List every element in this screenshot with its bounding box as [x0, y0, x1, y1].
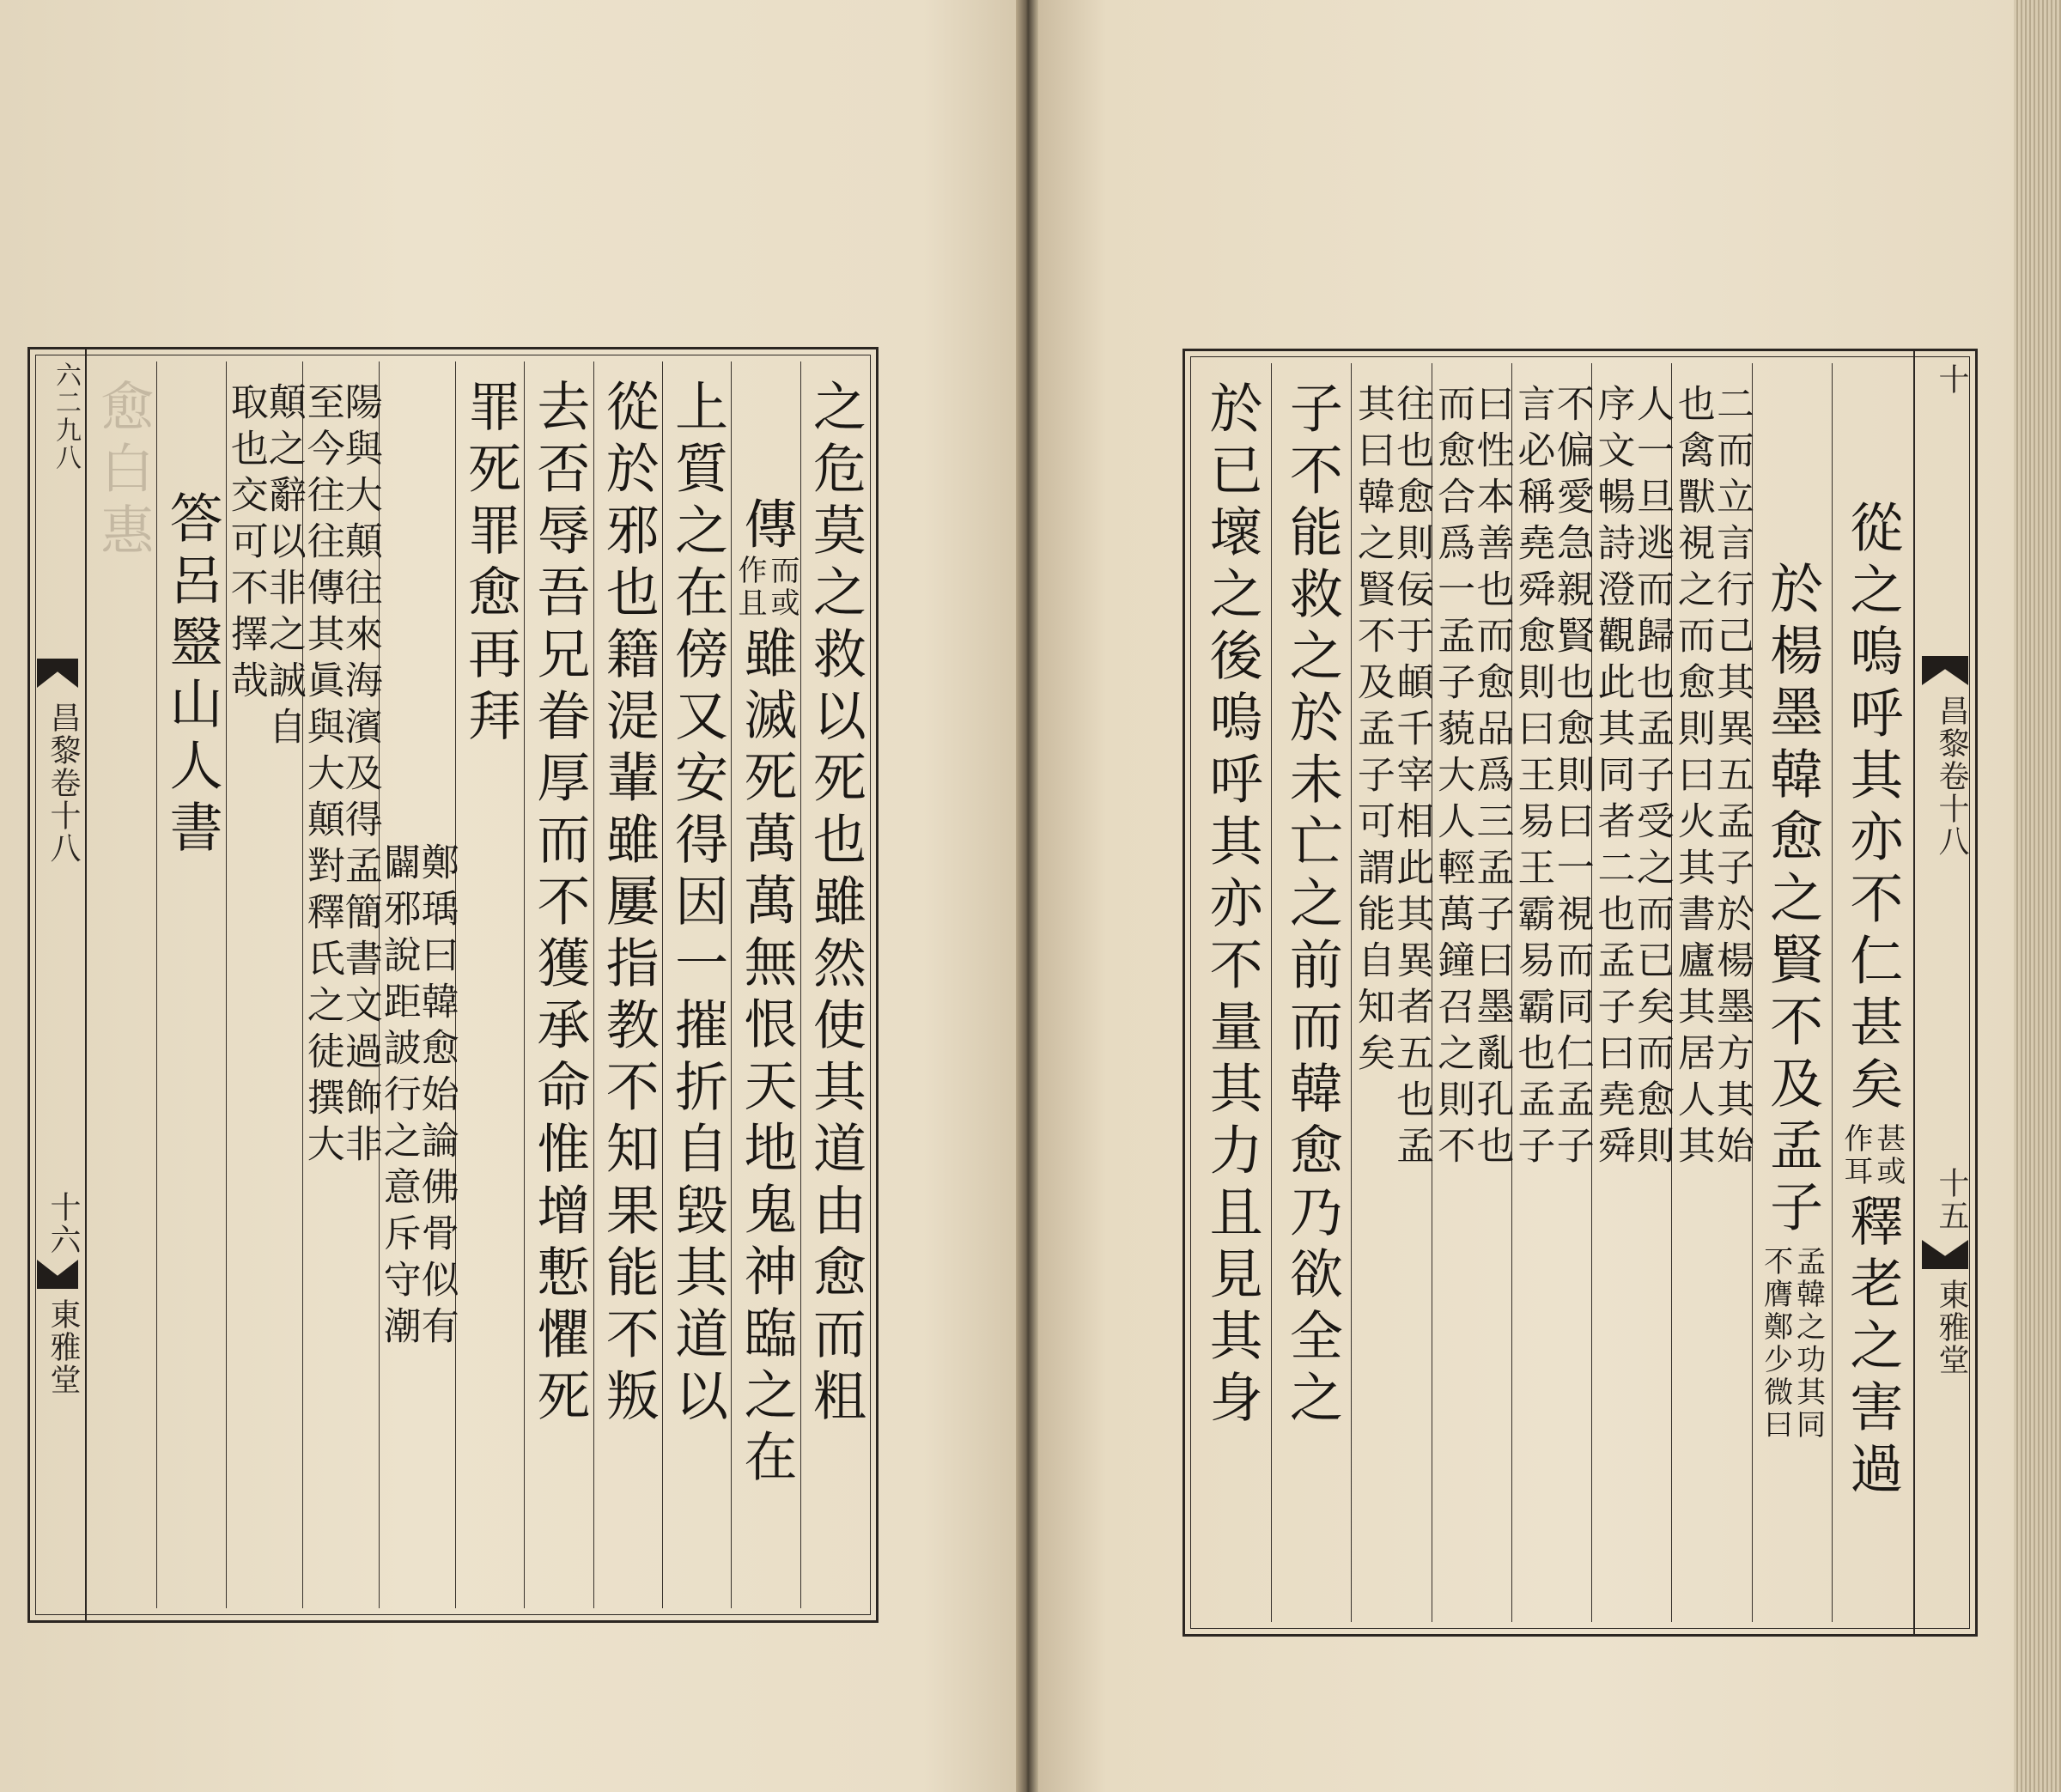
- text-column: [662, 361, 731, 1608]
- letter-title: 答呂毉山人書: [161, 490, 224, 861]
- column-text: 傳: [734, 496, 798, 550]
- annotation-text: 不膺鄭少微曰: [1758, 1246, 1793, 1442]
- annotation-text: 曰性本善也而愈品爲三孟子曰墨亂孔也: [1469, 384, 1514, 1172]
- column-text: 去否辱吾兄眷厚而不獲承命惟增慙懼死: [527, 379, 591, 1430]
- fishtail-mark: [37, 659, 78, 688]
- left-page-number: 六二九八: [51, 361, 81, 471]
- annotation-text: 言必稱堯舜愈則曰王易王霸易霸也孟子: [1511, 384, 1555, 1172]
- text-column: [524, 361, 593, 1608]
- column-text: 釋老之害過: [1840, 1194, 1904, 1503]
- page-edges: [2014, 0, 2061, 1792]
- annotation-text: 其曰韓之賢不及孟子可謂能自知矣: [1350, 384, 1395, 1079]
- text-column: [455, 361, 524, 1608]
- left-publisher: 東雅堂: [46, 1298, 81, 1396]
- annotation-text: 往也愈則佞于頔千宰相此其異者五也孟: [1389, 384, 1434, 1172]
- column-text: 子不能救之於未亡之前而韓愈乃欲全之: [1280, 380, 1344, 1431]
- left-margin-column: [30, 349, 87, 1620]
- right-top-mark: 十: [1934, 363, 1969, 396]
- bleed-through-text: 愈白惠: [91, 379, 155, 564]
- book-gutter: [1016, 0, 1038, 1792]
- annotation-text: 序文暢詩澄觀此其同者二也孟子曰堯舜: [1590, 384, 1635, 1172]
- column-text: 從於邪也籍湜輩雖屢指教不知果能不叛: [597, 379, 660, 1430]
- column-text: 之危莫之救以死也雖然使其道由愈而粗: [804, 379, 867, 1430]
- text-column: [1192, 363, 1271, 1622]
- column-text: 雖滅死萬萬無恨天地鬼神臨之在: [734, 625, 798, 1491]
- fishtail-mark: [1922, 656, 1968, 685]
- right-publisher: 東雅堂: [1934, 1279, 1969, 1376]
- annotation-text: 作耳: [1838, 1123, 1873, 1188]
- left-volume-title: 昌黎卷十八: [46, 702, 81, 865]
- annotation-text: 取也交可不擇哉: [223, 382, 268, 707]
- annotation-column: [1670, 363, 1754, 1622]
- annotation-text: 陽與大顛往來海濱及得孟簡書文過飾非: [337, 382, 382, 1170]
- text-column: [800, 361, 869, 1608]
- annotation-text: 闢邪說距詖行之意斥守潮: [376, 842, 421, 1352]
- text-column: [156, 361, 225, 1608]
- annotation-text: 孟韓之功其同: [1790, 1246, 1826, 1442]
- annotation-text: 鄭瑀曰韓愈始論佛骨似有: [414, 842, 459, 1352]
- annotation-text: 甚或: [1870, 1123, 1906, 1188]
- annotation-text: 至今往往傳其眞與大顛對釋氏之徒撰大: [300, 382, 344, 1170]
- annotation-text: 不偏愛急親賢也愈則曰一視而同仁孟子: [1549, 384, 1594, 1172]
- column-text: 從之嗚呼其亦不仁甚矣: [1840, 500, 1904, 1118]
- right-page: [1026, 0, 2027, 1792]
- annotation-text: 二而立言行己其異五孟子於楊墨方其始: [1710, 384, 1754, 1172]
- text-column: [1832, 363, 1912, 1622]
- annotation-column: [223, 361, 306, 1608]
- annotation-text: 人一旦逃而歸也孟子受之而已矣而愈則: [1629, 384, 1674, 1172]
- left-folio-number: 十六: [46, 1191, 81, 1256]
- right-volume-title: 昌黎卷十八: [1934, 695, 1969, 858]
- left-page: [0, 0, 1026, 1792]
- right-folio-number: 十五: [1934, 1167, 1969, 1232]
- text-column: [88, 361, 156, 1608]
- annotation-column: [1511, 363, 1594, 1622]
- annotation-text: 而愈合爲一孟子藐大人輕萬鐘召之則不: [1431, 384, 1475, 1172]
- left-text-block: [27, 347, 879, 1623]
- annotation-text: 而或: [764, 555, 799, 620]
- annotation-column: [376, 361, 459, 1608]
- bleed-through: [945, 0, 979, 1792]
- column-text: 罪死罪愈再拜: [459, 379, 522, 750]
- right-columns: [1192, 363, 1912, 1622]
- text-column: [1271, 363, 1351, 1622]
- annotation-column: [1431, 363, 1514, 1622]
- annotation-column: [300, 361, 382, 1608]
- right-text-block: [1182, 349, 1978, 1637]
- annotation-text: 作且: [732, 555, 767, 620]
- annotation-column: [1350, 363, 1434, 1622]
- column-text: 於楊墨韓愈之賢不及孟子: [1760, 561, 1824, 1241]
- column-text: 於已壞之後嗚呼其亦不量其力且見其身: [1201, 380, 1264, 1431]
- annotation-column: [1590, 363, 1674, 1622]
- annotation-text: 顛之辭以非之誠自: [261, 382, 306, 753]
- right-margin-column: [1913, 351, 1975, 1634]
- column-text: 上質之在傍又安得因一摧折自毀其道以: [666, 379, 729, 1430]
- text-column: [731, 361, 799, 1608]
- left-columns: [88, 361, 869, 1608]
- text-column: [1752, 363, 1832, 1622]
- fishtail-mark: [37, 1260, 78, 1289]
- text-column: [593, 361, 662, 1608]
- fishtail-mark: [1922, 1240, 1968, 1269]
- annotation-text: 也禽獸視之而愈則曰火其書廬其居人其: [1670, 384, 1715, 1172]
